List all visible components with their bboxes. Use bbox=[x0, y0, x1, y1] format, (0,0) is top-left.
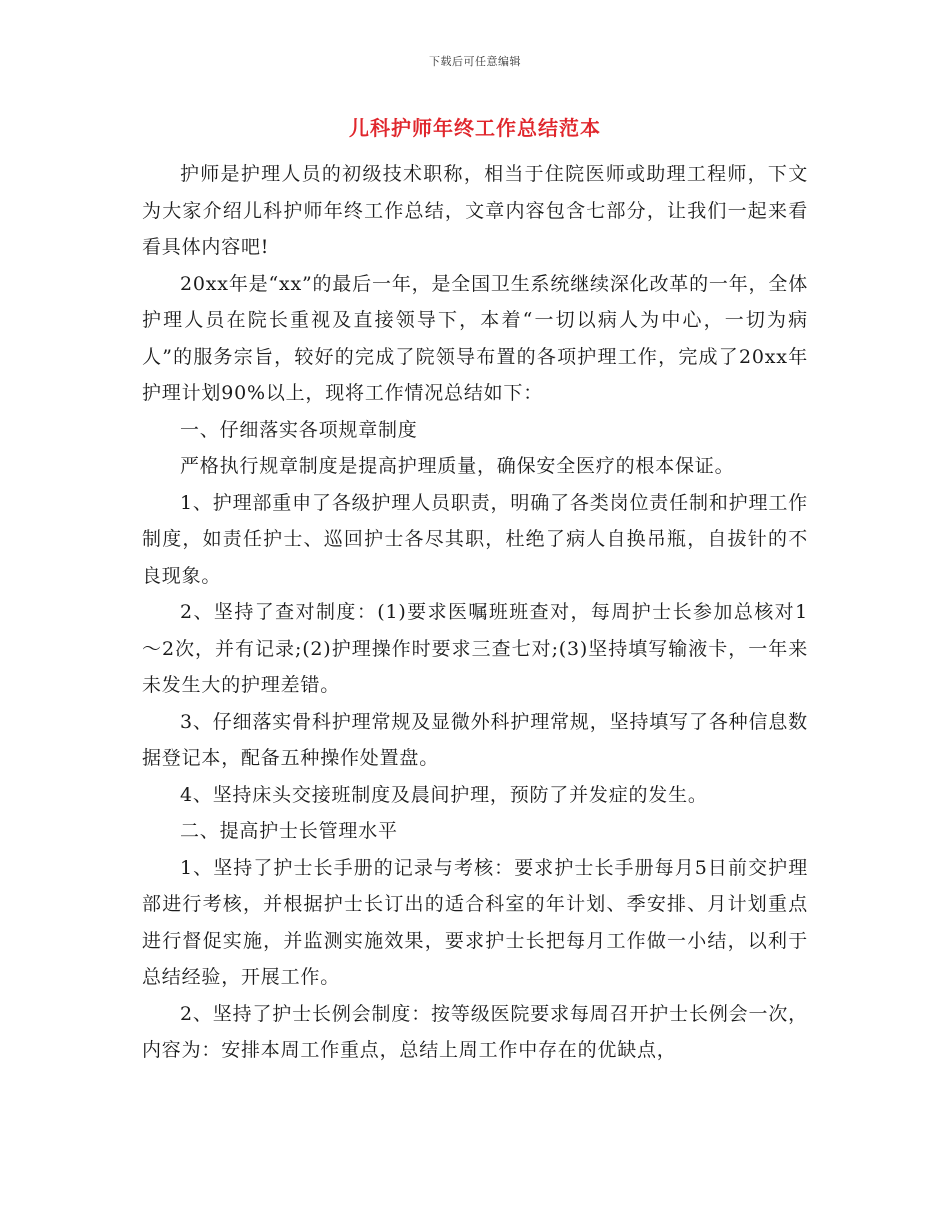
paragraph-overview: 20xx年是“xx”的最后一年，是全国卫生系统继续深化改革的一年，全体护理人员在院长重视及直接领导下，本着“一切以病人为中心，一切为病人”的服务宗旨，较好的完成了院领导布置的各项护理工作，完成了20xx年护理计划90%以上，现将工作情况总结如下： bbox=[142, 272, 808, 404]
document-body bbox=[142, 156, 808, 1069]
section-heading-1: 一、仔细落实各项规章制度 bbox=[180, 418, 418, 441]
section-heading-2: 二、提高护士长管理水平 bbox=[180, 820, 398, 842]
paragraph-item-1-1: 1、护理部重申了各级护理人员职责，明确了各类岗位责任制和护理工作制度，如责任护士、巡回护士各尽其职，杜绝了病人自换吊瓶，自拔针的不良现象。 bbox=[142, 491, 808, 587]
paragraph-item-2-2: 2、坚持了护士长例会制度：按等级医院要求每周召开护士长例会一次，内容为：安排本周工作重点，总结上周工作中存在的优缺点， bbox=[142, 1002, 808, 1061]
paragraph-item-1-4: 4、坚持床头交接班制度及晨间护理，预防了并发症的发生。 bbox=[180, 783, 708, 806]
page-header-note: 下载后可任意编辑 bbox=[429, 55, 521, 68]
paragraph-item-1-3: 3、仔细落实骨科护理常规及显微外科护理常规，坚持填写了各种信息数据登记本，配备五种操作处置盘。 bbox=[142, 710, 808, 769]
paragraph-intro: 护师是护理人员的初级技术职称，相当于住院医师或助理工程师，下文为大家介绍儿科护师年终工作总结，文章内容包含七部分，让我们一起来看看具体内容吧! bbox=[142, 163, 808, 258]
paragraph-section1-lead: 严格执行规章制度是提高护理质量，确保安全医疗的根本保证。 bbox=[180, 455, 735, 477]
paragraph-item-1-2: 2、坚持了查对制度：(1)要求医嘱班班查对，每周护士长参加总核对1～2次，并有记录;(2)护理操作时要求三查七对;(3)坚持填写输液卡，一年来未发生大的护理差错。 bbox=[142, 601, 808, 696]
paragraph-item-2-1: 1、坚持了护士长手册的记录与考核：要求护士长手册每月5日前交护理部进行考核，并根据护士长订出的适合科室的年计划、季安排、月计划重点进行督促实施，并监测实施效果，要求护士长把每月工作做一小结，以利于总结经验，开展工作。 bbox=[142, 856, 808, 988]
document-title: 儿科护师年终工作总结范本 bbox=[349, 116, 601, 140]
